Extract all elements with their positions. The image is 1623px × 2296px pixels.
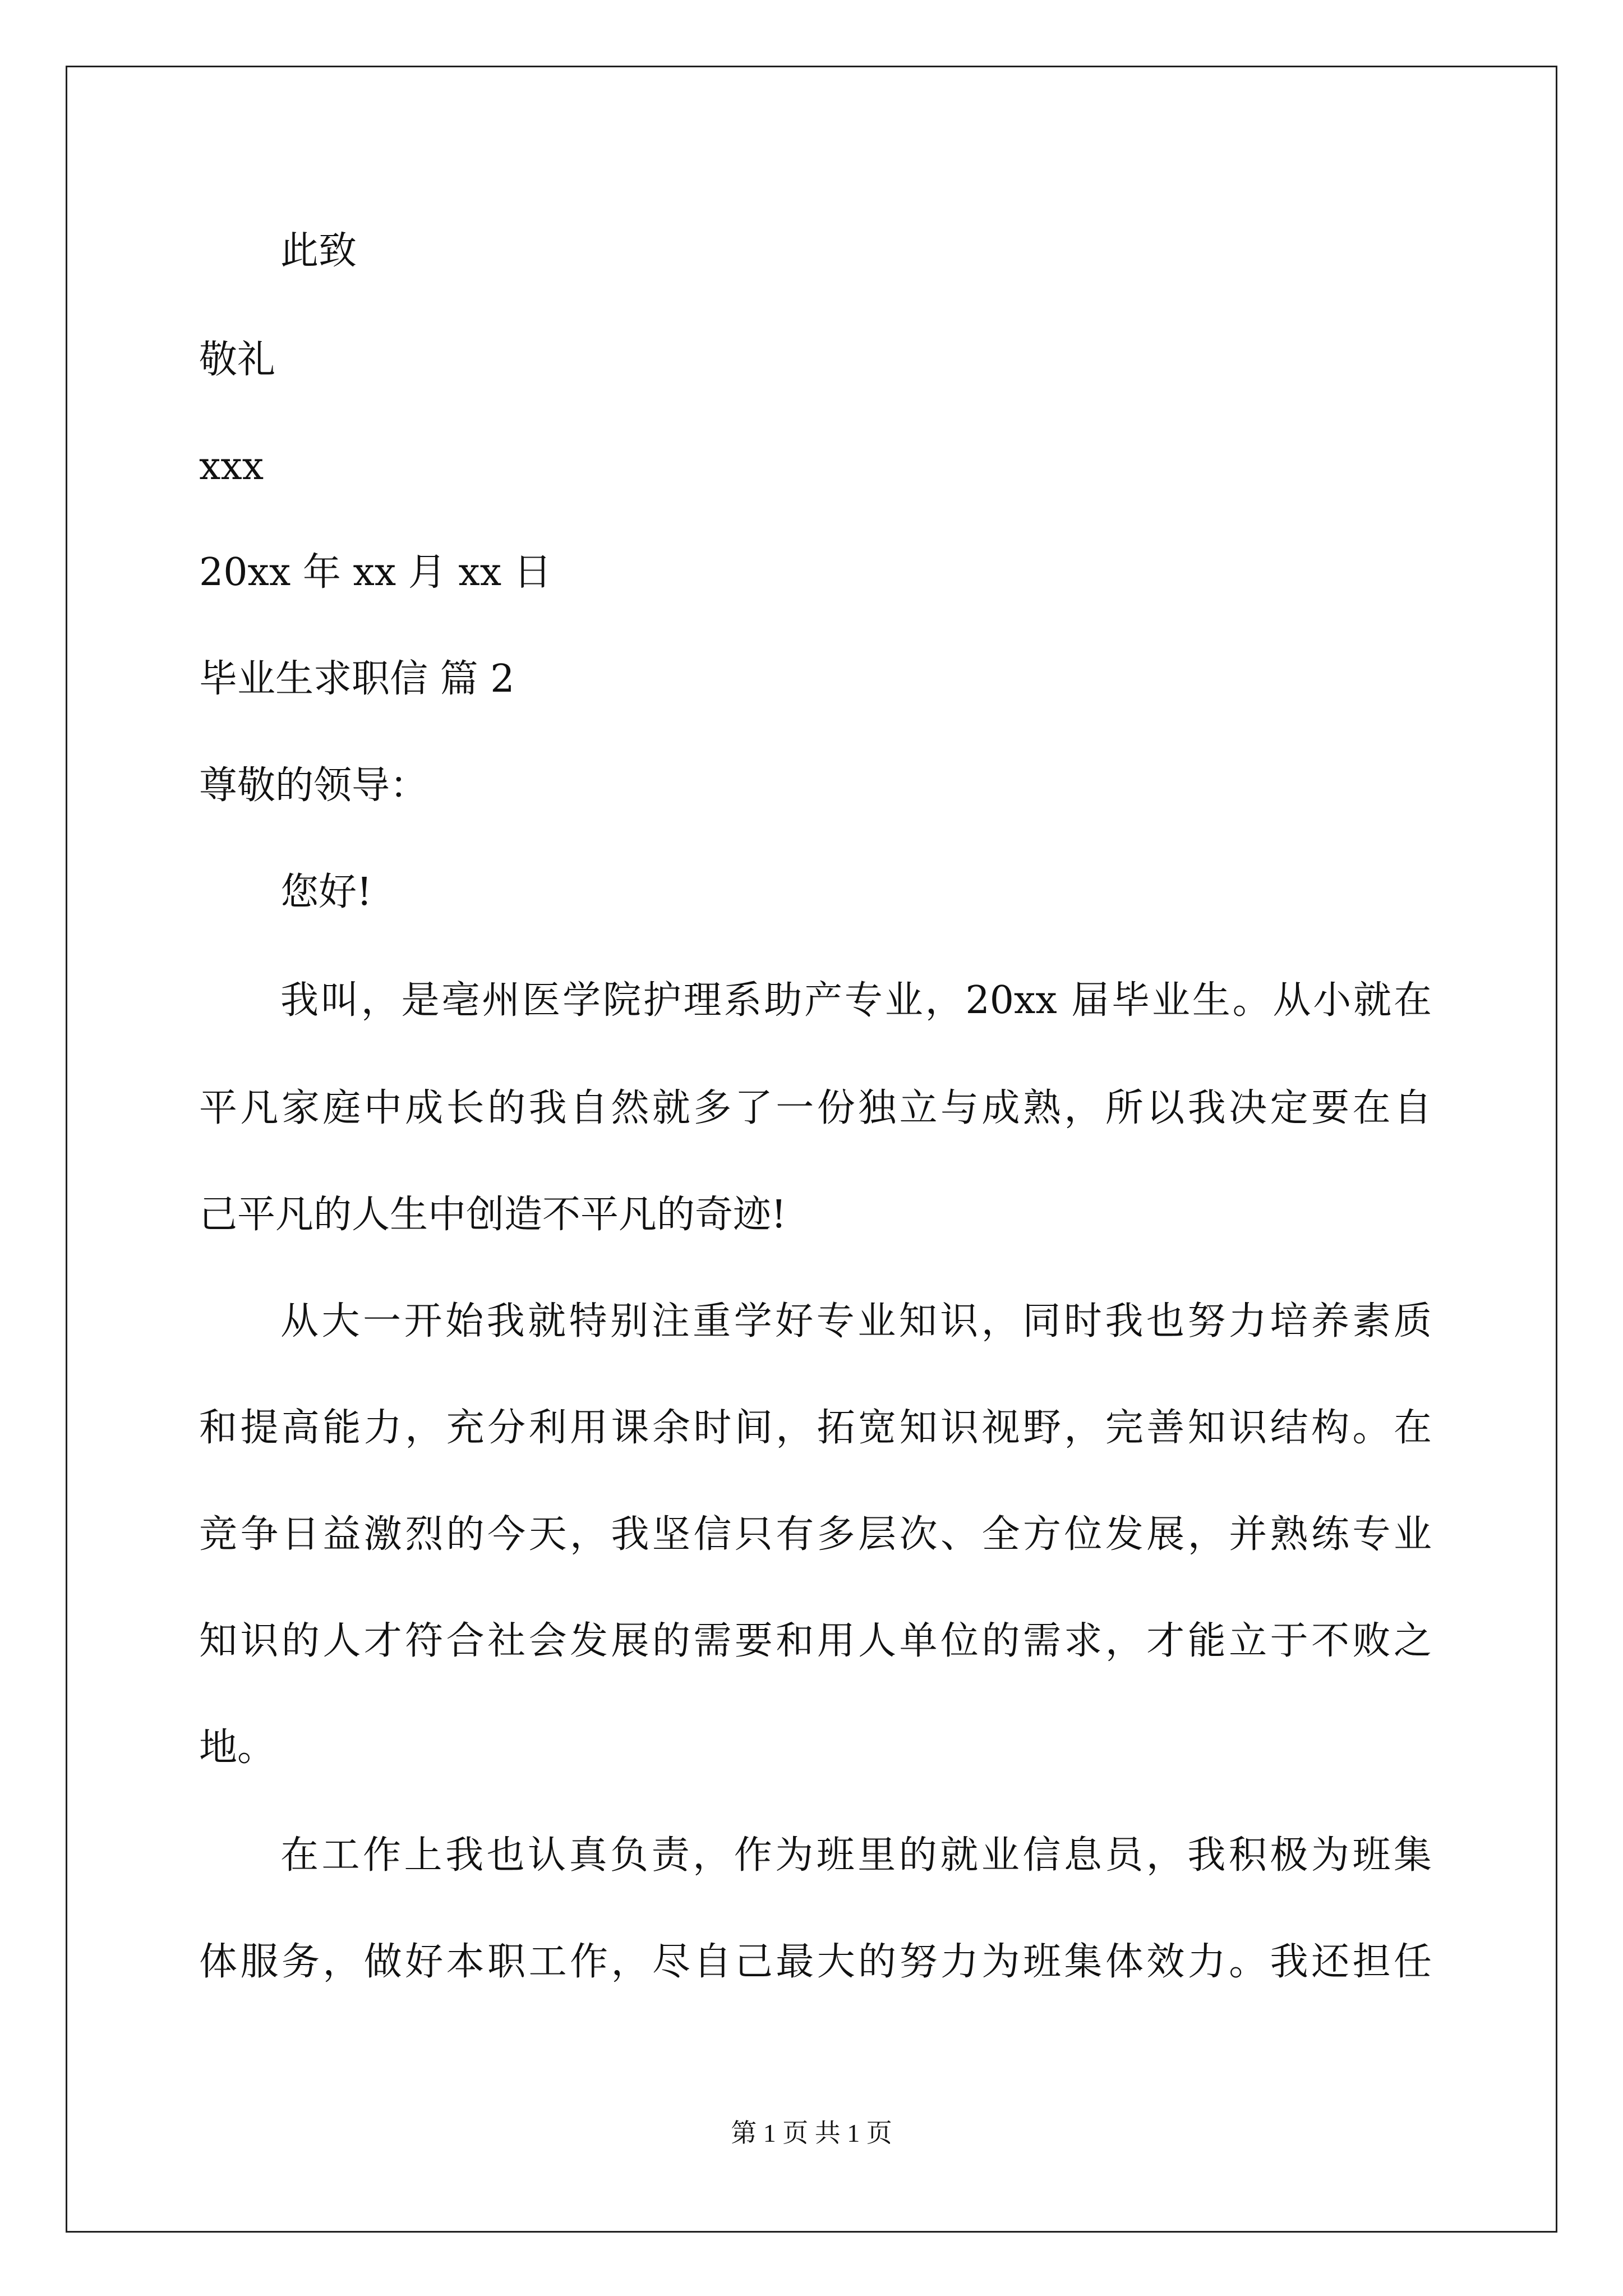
paragraph-2-line-3: 竞争日益激烈的今天，我坚信只有多层次、全方位发展，并熟练专业	[199, 1512, 1432, 1557]
paragraph-3-line-2: 体服务，做好本职工作，尽自己最大的努力为班集体效力。我还担任	[199, 1940, 1432, 1984]
greeting: 您好!	[280, 870, 372, 914]
section-title: 毕业生求职信 篇 2	[199, 657, 515, 701]
closing-salutation: 此致	[280, 229, 357, 273]
paragraph-2-line-5: 地。	[199, 1726, 276, 1770]
closing-regards: 敬礼	[199, 338, 276, 382]
paragraph-1-line-2: 平凡家庭中成长的我自然就多了一份独立与成熟，所以我决定要在自	[199, 1086, 1432, 1130]
paragraph-1-line-3: 己平凡的人生中创造不平凡的奇迹!	[199, 1193, 787, 1237]
addressee: 尊敬的领导：	[199, 763, 428, 808]
page-number-footer: 第 1 页 共 1 页	[731, 2119, 892, 2147]
paragraph-3-line-1: 在工作上我也认真负责，作为班里的就业信息员，我积极为班集	[280, 1833, 1432, 1878]
paragraph-2-line-4: 知识的人才符合社会发展的需要和用人单位的需求，才能立于不败之	[199, 1619, 1432, 1663]
paragraph-2-line-1: 从大一开始我就特别注重学好专业知识，同时我也努力培养素质	[280, 1299, 1432, 1343]
page-border	[66, 66, 1557, 2233]
paragraph-1-line-1: 我叫，是亳州医学院护理系助产专业，20xx 届毕业生。从小就在	[280, 978, 1432, 1023]
paragraph-2-line-2: 和提高能力，充分利用课余时间，拓宽知识视野，完善知识结构。在	[199, 1406, 1432, 1450]
signature: xxx	[199, 444, 264, 489]
letter-date: 20xx 年 xx 月 xx 日	[199, 550, 552, 595]
